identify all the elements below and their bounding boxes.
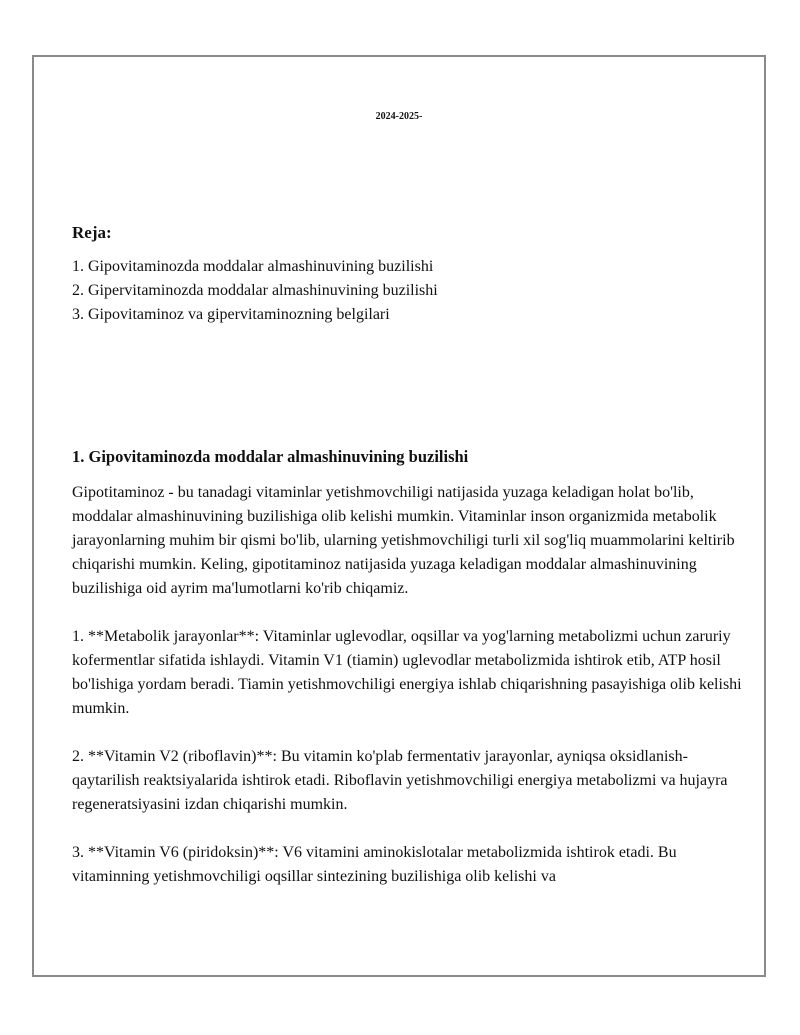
plan-item: 1. Gipovitaminozda moddalar almashinuvining buzilishi (72, 258, 434, 275)
document-content (72, 221, 742, 889)
body-paragraph: 1. **Metabolik jarayonlar**: Vitaminlar uglevodlar, oqsillar va yog'larning metabolizmi uchun zaruriy kofermentlar sifatida ishlaydi. Vitamin V1 (tiamin) uglevodlar metabolizmida ishtirok etib, ATP hosil bo'lishiga yordam beradi. Tiamin yetishmovchiligi energiya ishlab chiqarishning pasayishiga olib kelishi mumkin. (72, 628, 742, 717)
body-paragraph: 3. **Vitamin V6 (piridoksin)**: V6 vitamini aminokislotalar metabolizmida ishtirok etadi. Bu vitaminning yetishmovchiligi oqsillar sintezining buzilishiga olib kelishi va (72, 844, 677, 885)
body-paragraph: 2. **Vitamin V2 (riboflavin)**: Bu vitamin ko'plab fermentativ jarayonlar, ayniqsa oksidlanish-qaytarilish reaktsiyalarida ishtirok etadi. Riboflavin yetishmovchiligi energiya metabolizmi va hujayra regeneratsiyasini izdan chiqarishi mumkin. (72, 748, 728, 813)
plan-list (72, 255, 742, 327)
plan-title: Reja: (72, 223, 112, 242)
section-heading: 1. Gipovitaminozda moddalar almashinuvining buzilishi (72, 447, 469, 466)
body-paragraph: Gipotitaminoz - bu tanadagi vitaminlar yetishmovchiligi natijasida yuzaga keladigan holat bo'lib, moddalar almashinuvining buzilishiga olib kelishi mumkin. Vitaminlar inson organizmida metabolik jarayonlarning muhim bir qismi bo'lib, ularning yetishmovchiligi turli xil sog'liq muammolarini keltirib chiqarishi mumkin. Keling, gipotitaminoz natijasida yuzaga keladigan moddalar almashinuvining buzilishiga oid ayrim ma'lumotlarni ko'rib chiqamiz. (72, 484, 735, 597)
year-header: 2024-2025- (375, 111, 423, 122)
plan-item: 3. Gipovitaminoz va gipervitaminozning belgilari (72, 306, 390, 323)
document-page (32, 55, 766, 977)
plan-item: 2. Gipervitaminozda moddalar almashinuvining buzilishi (72, 282, 438, 299)
